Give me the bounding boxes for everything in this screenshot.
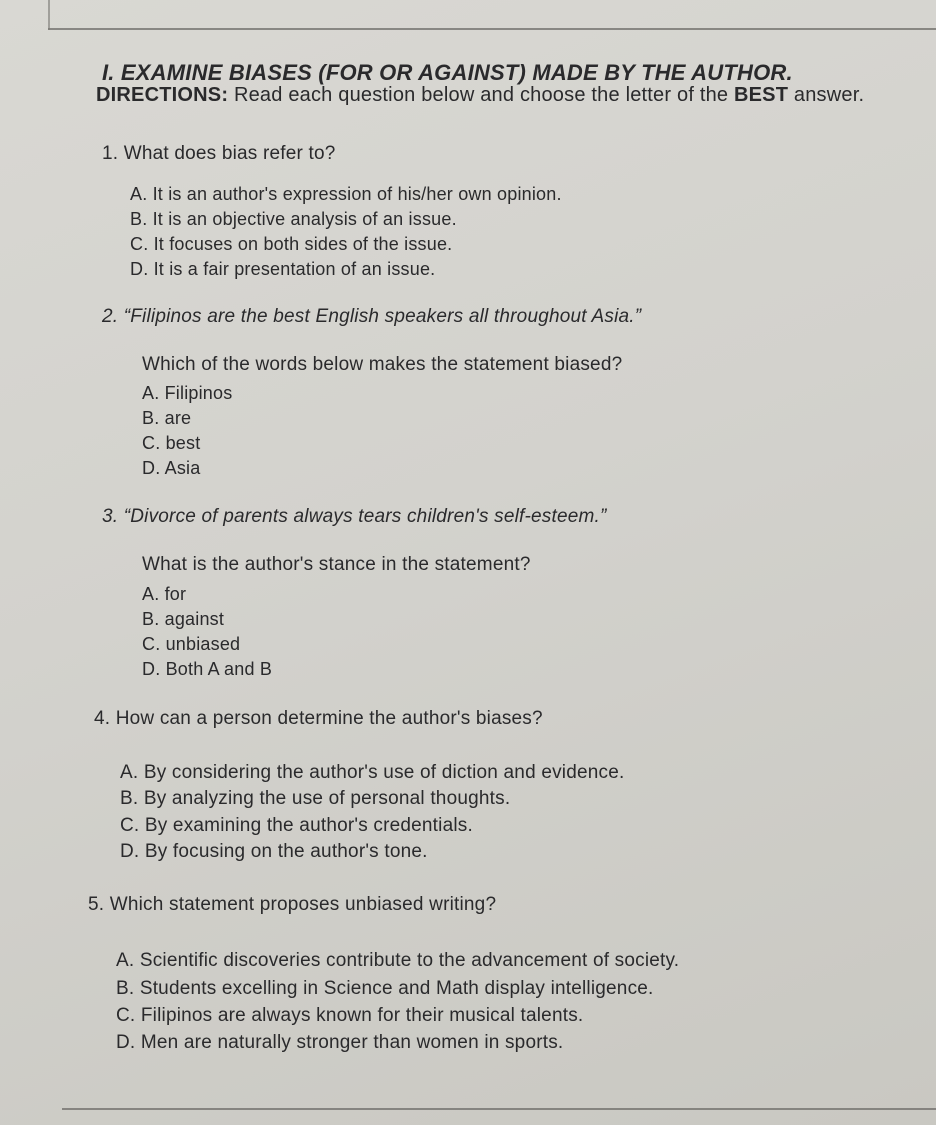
- question-1: 1. What does bias refer to?: [102, 143, 336, 164]
- question-5: 5. Which statement proposes unbiased writing?: [88, 894, 497, 915]
- question-5-option-d: D. Men are naturally stronger than women in sports.: [116, 1032, 564, 1053]
- question-1-option-c: C. It focuses on both sides of the issue.: [130, 234, 453, 254]
- question-4-option-c: C. By examining the author's credentials.: [120, 815, 473, 836]
- directions: [96, 84, 864, 107]
- question-2: [102, 306, 641, 328]
- question-4-option-d: D. By focusing on the author's tone.: [120, 841, 428, 862]
- question-1-option-a: A. It is an author's expression of his/her own opinion.: [130, 184, 562, 204]
- directions-label: DIRECTIONS:: [96, 84, 229, 106]
- question-1-option-d: D. It is a fair presentation of an issue.: [130, 259, 436, 279]
- question-5-option-a: A. Scientific discoveries contribute to the advancement of society.: [116, 950, 680, 971]
- question-3-option-c: C. unbiased: [142, 634, 241, 654]
- question-2-option-a: A. Filipinos: [142, 383, 233, 403]
- question-4-option-a: A. By considering the author's use of diction and evidence.: [120, 762, 625, 783]
- question-3-text: 3. “Divorce of parents always tears children's self-esteem.”: [102, 506, 607, 527]
- directions-emphasis: BEST: [734, 84, 789, 106]
- directions-text-end: answer.: [788, 84, 865, 106]
- bottom-rule: [62, 1108, 936, 1110]
- question-5-option-b: B. Students excelling in Science and Math display intelligence.: [116, 978, 654, 999]
- question-4: 4. How can a person determine the author's biases?: [94, 708, 543, 729]
- question-4-option-b: B. By analyzing the use of personal thoughts.: [120, 788, 511, 809]
- question-5-option-c: C. Filipinos are always known for their musical talents.: [116, 1005, 584, 1026]
- question-3-option-d: D. Both A and B: [142, 659, 273, 679]
- section-header: I. EXAMINE BIASES (FOR OR AGAINST) MADE BY THE AUTHOR.: [102, 60, 793, 85]
- question-3-prompt: What is the author's stance in the statement?: [142, 554, 531, 575]
- question-2-option-c: C. best: [142, 433, 201, 453]
- question-2-option-d: D. Asia: [142, 458, 201, 478]
- question-3: [102, 506, 607, 528]
- question-2-option-b: B. are: [142, 408, 192, 428]
- question-2-prompt: Which of the words below makes the statement biased?: [142, 354, 623, 375]
- question-3-option-b: B. against: [142, 609, 225, 629]
- question-3-option-a: A. for: [142, 584, 187, 604]
- page-edge: [48, 0, 50, 30]
- top-rule: [48, 28, 936, 30]
- question-2-text: 2. “Filipinos are the best English speakers all throughout Asia.”: [102, 306, 642, 327]
- directions-text: Read each question below and choose the letter of the: [228, 84, 734, 106]
- question-1-option-b: B. It is an objective analysis of an issue.: [130, 209, 457, 229]
